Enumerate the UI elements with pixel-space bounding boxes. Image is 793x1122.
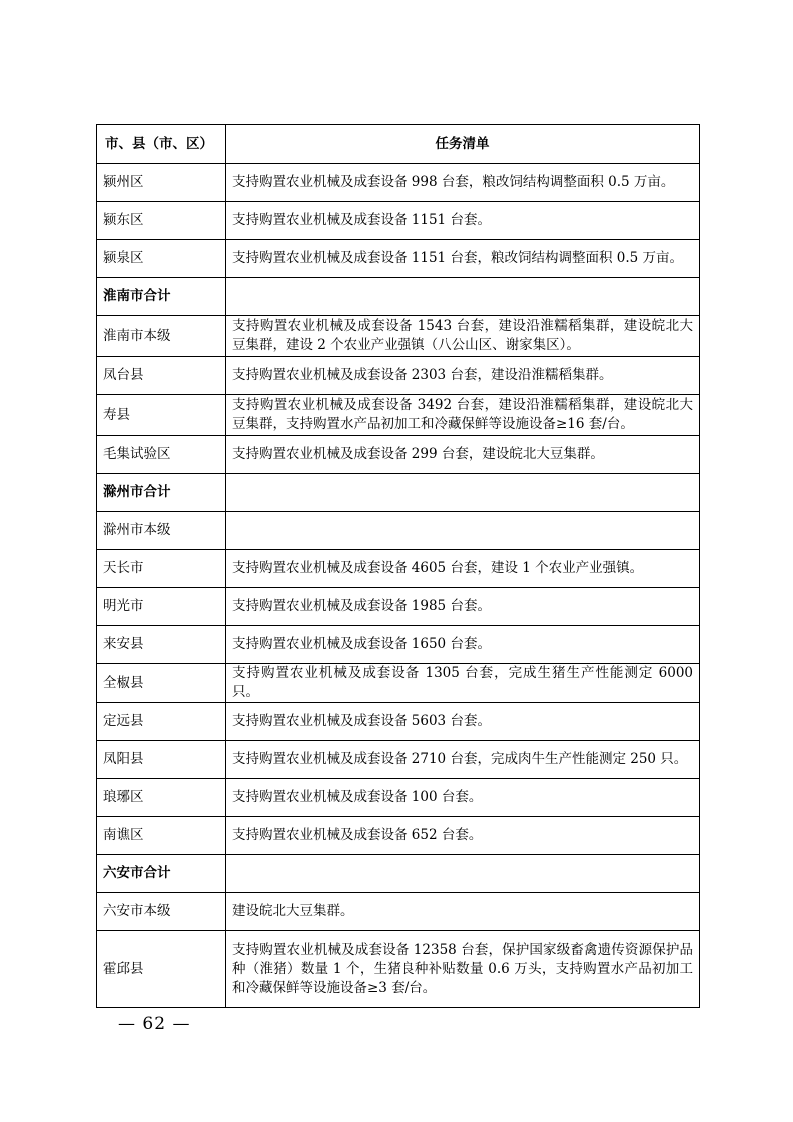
task-text: 支持购置农业机械及成套设备 1543 台套，建设沿淮糯稻集群，建设皖北大豆集群，建设 2 个农业产业强镇（八公山区、谢家集区）。 (226, 316, 700, 357)
task-text: 建设皖北大豆集群。 (226, 893, 700, 931)
table-row (97, 626, 700, 664)
table-row (97, 202, 700, 240)
task-text (226, 278, 700, 316)
city-subtotal-row (97, 474, 700, 512)
table-row (97, 550, 700, 588)
task-text: 支持购置农业机械及成套设备 1151 台套。 (226, 202, 700, 240)
region-name: 滁州市本级 (97, 512, 226, 550)
city-subtotal-row (97, 855, 700, 893)
page-number: — 62 — (118, 1014, 191, 1034)
region-name: 毛集试验区 (97, 436, 226, 474)
task-text: 支持购置农业机械及成套设备 5603 台套。 (226, 703, 700, 741)
region-name: 来安县 (97, 626, 226, 664)
table-header-row (97, 125, 700, 164)
table-row (97, 664, 700, 703)
task-text (226, 512, 700, 550)
table-row (97, 817, 700, 855)
region-name: 颍东区 (97, 202, 226, 240)
table-row (97, 931, 700, 1008)
region-name: 明光市 (97, 588, 226, 626)
header-region: 市、县（市、区） (97, 125, 226, 164)
task-text: 支持购置农业机械及成套设备 4605 台套，建设 1 个农业产业强镇。 (226, 550, 700, 588)
task-text: 支持购置农业机械及成套设备 3492 台套，建设沿淮糯稻集群，建设皖北大豆集群，支持购置水产品初加工和冷藏保鲜等设施设备≥16 套/台。 (226, 395, 700, 436)
task-text: 支持购置农业机械及成套设备 1650 台套。 (226, 626, 700, 664)
task-text: 支持购置农业机械及成套设备 100 台套。 (226, 779, 700, 817)
table-row (97, 240, 700, 278)
task-text: 支持购置农业机械及成套设备 998 台套，粮改饲结构调整面积 0.5 万亩。 (226, 164, 700, 202)
city-name: 淮南市合计 (97, 278, 226, 316)
region-name: 全椒县 (97, 664, 226, 703)
city-subtotal-row (97, 278, 700, 316)
task-text: 支持购置农业机械及成套设备 2303 台套，建设沿淮糯稻集群。 (226, 357, 700, 395)
task-text: 支持购置农业机械及成套设备 299 台套，建设皖北大豆集群。 (226, 436, 700, 474)
region-name: 天长市 (97, 550, 226, 588)
task-text: 支持购置农业机械及成套设备 652 台套。 (226, 817, 700, 855)
task-text: 支持购置农业机械及成套设备 12358 台套，保护国家级畜禽遗传资源保护品种（淮猪）数量 1 个，生猪良种补贴数量 0.6 万头，支持购置水产品初加工和冷藏保鲜等设施设备≥3 套/台。 (226, 931, 700, 1008)
table-row (97, 357, 700, 395)
task-text: 支持购置农业机械及成套设备 1305 台套，完成生猪生产性能测定 6000 只。 (226, 664, 700, 703)
region-name: 六安市本级 (97, 893, 226, 931)
table-row (97, 316, 700, 357)
header-task-list: 任务清单 (226, 125, 700, 164)
table-row (97, 779, 700, 817)
region-name: 凤台县 (97, 357, 226, 395)
task-text: 支持购置农业机械及成套设备 1151 台套，粮改饲结构调整面积 0.5 万亩。 (226, 240, 700, 278)
table-row (97, 512, 700, 550)
table-row (97, 436, 700, 474)
task-text: 支持购置农业机械及成套设备 1985 台套。 (226, 588, 700, 626)
table-row (97, 395, 700, 436)
table-row (97, 164, 700, 202)
region-name: 琅琊区 (97, 779, 226, 817)
task-text (226, 855, 700, 893)
task-text (226, 474, 700, 512)
task-text: 支持购置农业机械及成套设备 2710 台套，完成肉牛生产性能测定 250 只。 (226, 741, 700, 779)
region-name: 颍州区 (97, 164, 226, 202)
table-row (97, 588, 700, 626)
region-name: 颍泉区 (97, 240, 226, 278)
table-row (97, 741, 700, 779)
task-table (96, 124, 700, 1008)
region-name: 定远县 (97, 703, 226, 741)
region-name: 凤阳县 (97, 741, 226, 779)
city-name: 滁州市合计 (97, 474, 226, 512)
region-name: 南谯区 (97, 817, 226, 855)
region-name: 霍邱县 (97, 931, 226, 1008)
table-row (97, 893, 700, 931)
table-row (97, 703, 700, 741)
region-name: 寿县 (97, 395, 226, 436)
city-name: 六安市合计 (97, 855, 226, 893)
region-name: 淮南市本级 (97, 316, 226, 357)
